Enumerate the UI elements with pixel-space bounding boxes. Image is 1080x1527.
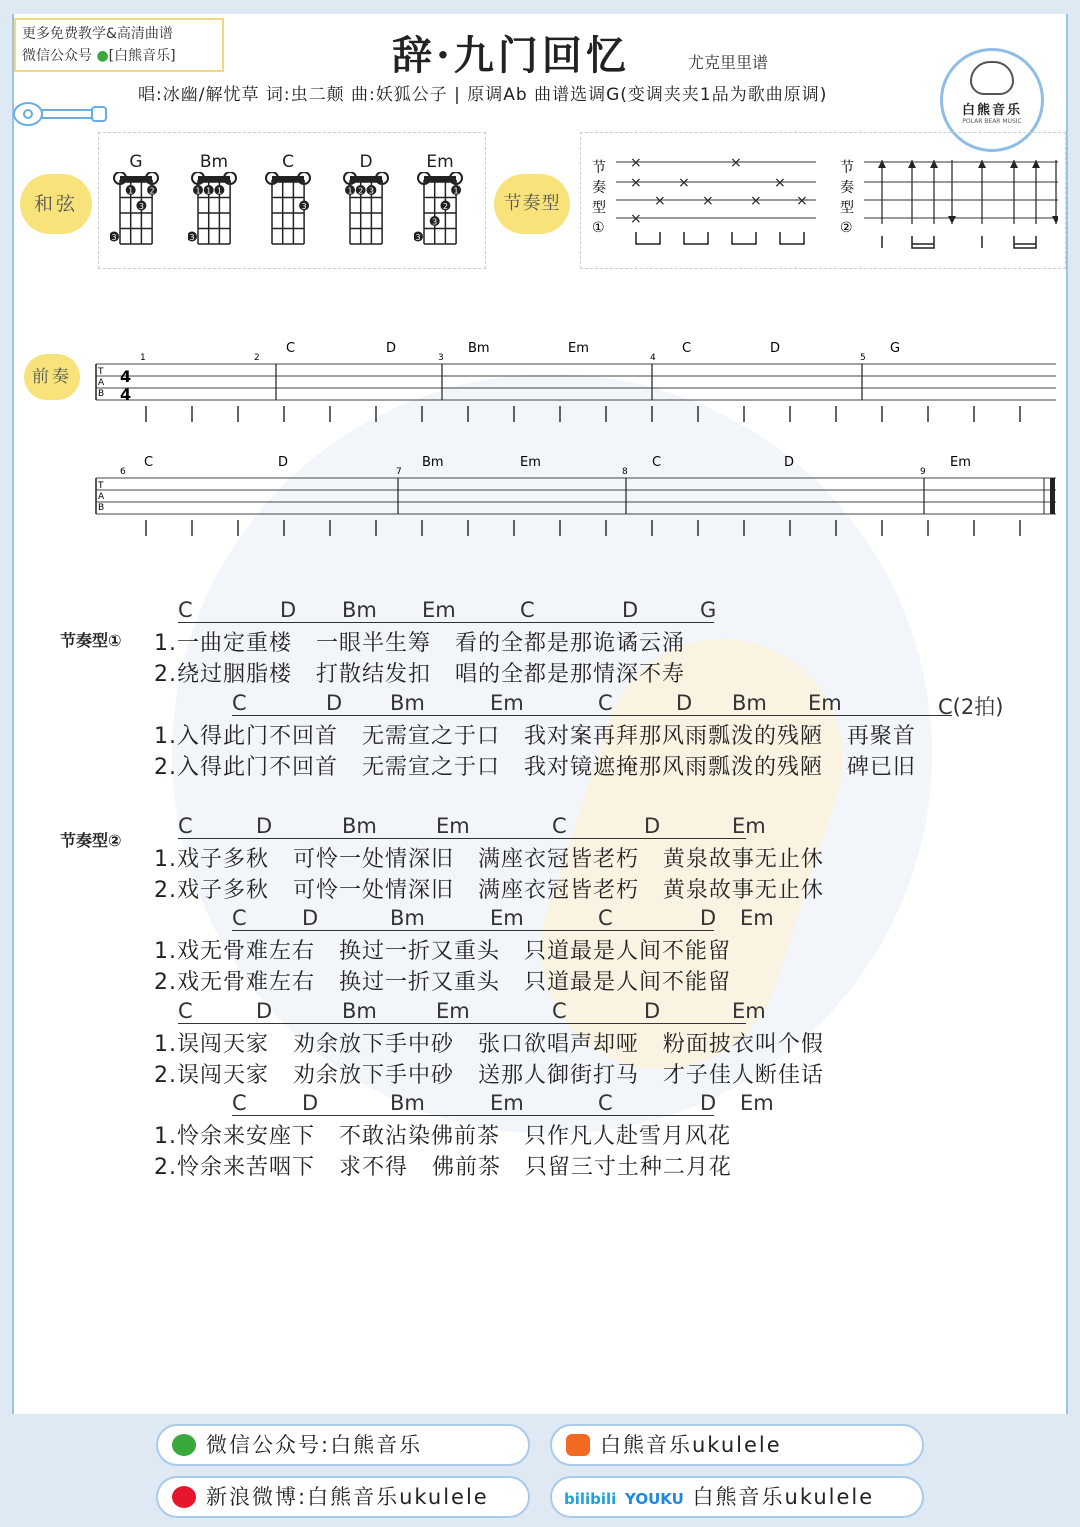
bear-icon xyxy=(970,61,1014,95)
chord-underline xyxy=(342,838,450,839)
svg-text:×: × xyxy=(654,193,666,209)
svg-text:3: 3 xyxy=(301,202,307,211)
chord-underline xyxy=(178,622,294,623)
lyric-line: 2.绕过胭脂楼 打散结发扣 唱的全都是那情深不寿 xyxy=(154,662,685,687)
promo-box xyxy=(14,18,224,72)
chord-name: Bm xyxy=(199,152,229,172)
measure-number: 2 xyxy=(254,353,260,363)
lyric-line: 2.入得此门不回首 无需宣之于口 我对镜遮掩那风雨瓢泼的残陋 碑已旧 xyxy=(154,755,916,780)
lyric-chord: Em xyxy=(422,598,456,622)
chord-underline xyxy=(644,838,746,839)
measure-number: 1 xyxy=(140,353,146,363)
lyric-chord: D xyxy=(700,1091,717,1115)
svg-text:A: A xyxy=(98,378,105,388)
svg-text:3: 3 xyxy=(138,202,144,211)
svg-text:×: × xyxy=(774,175,786,191)
tab-system-2 xyxy=(86,446,1058,550)
svg-text:4: 4 xyxy=(120,367,132,386)
svg-text:1: 1 xyxy=(347,186,353,196)
svg-text:B: B xyxy=(98,389,105,399)
lyric-line: 1.戏无骨难左右 换过一折又重头 只道最是人间不能留 xyxy=(154,939,731,964)
lyric-line: 2.误闯天家 劝余放下手中砂 送那人御街打马 才子佳人断佳话 xyxy=(154,1063,824,1088)
svg-text:3: 3 xyxy=(415,233,421,242)
svg-text:3: 3 xyxy=(189,233,195,242)
tab-chord-label: Bm xyxy=(422,455,444,470)
chord-underline xyxy=(490,930,612,931)
svg-text:1: 1 xyxy=(128,186,134,196)
chord-underline xyxy=(390,715,504,716)
lyric-chord: C xyxy=(178,814,193,838)
chord-underline xyxy=(490,1115,612,1116)
wechat-icon xyxy=(172,1434,196,1456)
lyric-chord: C xyxy=(552,999,567,1023)
lyric-chord: D xyxy=(622,598,639,622)
chord-underline xyxy=(598,1115,714,1116)
svg-text:型: 型 xyxy=(592,200,606,216)
measure-number: 7 xyxy=(396,467,402,477)
chord-underline xyxy=(256,838,356,839)
chord-underline xyxy=(436,838,566,839)
chord-underline xyxy=(490,715,612,716)
wechat-account-link[interactable]: 微信公众号:白熊音乐 xyxy=(156,1424,530,1466)
lyric-chord: C xyxy=(598,1091,613,1115)
svg-text:2: 2 xyxy=(442,202,448,211)
lyric-chord: Em xyxy=(740,906,774,930)
measure-number: 5 xyxy=(860,353,866,363)
chord-underline xyxy=(436,1023,566,1024)
chord-underline xyxy=(808,715,952,716)
lyric-chord: C xyxy=(598,906,613,930)
rhythm-stems xyxy=(146,520,1020,536)
svg-text:×: × xyxy=(630,175,642,191)
weibo-account-link[interactable]: 新浪微博:白熊音乐ukulele xyxy=(156,1476,530,1518)
lyric-chord: Bm xyxy=(342,598,377,622)
tab-chord-label: Bm xyxy=(468,341,490,356)
rhythm-pattern-2 xyxy=(840,159,1058,248)
lyric-chord: Bm xyxy=(390,1091,425,1115)
tab-chord-label: C xyxy=(286,341,296,356)
lyric-chord: C xyxy=(232,906,247,930)
fretboard-grid xyxy=(414,172,466,252)
rhythm-patterns xyxy=(588,152,1058,252)
lyric-chord: Em xyxy=(490,906,524,930)
lyric-chord: Em xyxy=(490,691,524,715)
tab-system-1 xyxy=(86,332,1058,436)
tab-chord-label: C xyxy=(682,341,692,356)
tab-chord-label: D xyxy=(784,455,795,470)
svg-text:×: × xyxy=(630,211,642,227)
chord-diagram-em xyxy=(414,152,466,256)
svg-text:×: × xyxy=(730,155,742,171)
svg-text:3: 3 xyxy=(368,186,374,196)
svg-text:×: × xyxy=(630,155,642,171)
rhythm-pattern-1 xyxy=(592,155,816,244)
fretboard-grid xyxy=(340,172,392,252)
svg-text:4: 4 xyxy=(120,385,132,404)
tab-chord-label: D xyxy=(386,341,397,356)
lyric-line: 1.怜余来安座下 不敢沾染佛前茶 只作凡人赴雪月风花 xyxy=(154,1124,731,1149)
svg-text:1: 1 xyxy=(453,186,459,196)
svg-text:型: 型 xyxy=(840,200,854,216)
video-channel-link[interactable]: bilibili YOUKU 白熊音乐ukulele xyxy=(550,1476,924,1518)
chord-underline xyxy=(302,1115,404,1116)
measure-number: 3 xyxy=(438,353,444,363)
youku-icon: YOUKU xyxy=(625,1490,684,1508)
ukulele-icon xyxy=(12,100,112,128)
lyric-line: 1.误闯天家 劝余放下手中砂 张口欲唱声却哑 粉面披衣叫个假 xyxy=(154,1032,824,1057)
lyric-chord: Em xyxy=(740,1091,774,1115)
chord-name: D xyxy=(359,152,373,172)
measure-number: 6 xyxy=(120,467,126,477)
chord-underline xyxy=(552,1023,658,1024)
taobao-icon xyxy=(566,1434,590,1456)
chord-underline xyxy=(232,715,340,716)
tab-chord-label: Em xyxy=(568,341,589,356)
lyric-chord: C xyxy=(178,598,193,622)
chord-name: Em xyxy=(426,152,454,172)
lyric-chord: C xyxy=(552,814,567,838)
chord-badge: 和弦 xyxy=(20,174,92,234)
chord-underline xyxy=(256,1023,356,1024)
fretboard-grid xyxy=(262,172,314,252)
chord-underline xyxy=(598,930,714,931)
chord-name: C xyxy=(282,152,294,172)
lyric-chord: Bm xyxy=(390,906,425,930)
lyric-line: 2.怜余来苦咽下 求不得 佛前茶 只留三寸土种二月花 xyxy=(154,1155,732,1180)
lyric-chord: D xyxy=(280,598,297,622)
rhythm-label-1: 节奏型① xyxy=(60,631,122,650)
rhythm-label-2: 节奏型② xyxy=(60,831,122,850)
svg-text:3: 3 xyxy=(432,217,438,227)
lyric-chord: Bm xyxy=(732,691,767,715)
chord-underline xyxy=(644,1023,746,1024)
tab-chord-label: D xyxy=(770,341,781,356)
lyric-chord: Em xyxy=(732,999,766,1023)
measure-number: 8 xyxy=(622,467,628,477)
svg-text:1: 1 xyxy=(216,186,222,196)
tab-chord-label: G xyxy=(890,341,901,356)
lyric-chord: D xyxy=(302,1091,319,1115)
bilibili-icon: bilibili xyxy=(564,1490,617,1508)
lyric-chord: D xyxy=(302,906,319,930)
lyric-chord: Em xyxy=(436,999,470,1023)
song-info: 唱:冰幽/解忧草 词:虫二颠 曲:妖狐公子 | 原调Ab 曲谱选调G(变调夹夹1品为歌曲原调) xyxy=(138,85,828,105)
lyric-line: 1.入得此门不回首 无需宣之于口 我对案再拜那风雨瓢泼的残陋 再聚首 xyxy=(154,724,916,749)
left-border xyxy=(12,14,14,1414)
promo-line1: 更多免费教学&高清曲谱 xyxy=(22,26,173,42)
svg-text:奏: 奏 xyxy=(840,180,854,196)
wechat-icon: ● xyxy=(96,48,109,64)
svg-text:T: T xyxy=(98,481,104,491)
weibo-icon xyxy=(172,1486,196,1508)
chord-diagram-c xyxy=(262,152,314,256)
lyric-chord: C xyxy=(520,598,535,622)
svg-text:奏: 奏 xyxy=(592,180,606,196)
chord-underline xyxy=(422,622,534,623)
chord-diagram-bm xyxy=(188,152,240,256)
svg-text:T: T xyxy=(98,367,104,377)
svg-text:1: 1 xyxy=(206,186,212,196)
tab-chord-label: Em xyxy=(950,455,971,470)
tab-chord-label: C xyxy=(652,455,662,470)
song-subtitle: 尤克里里谱 xyxy=(688,53,769,72)
fretboard-grid xyxy=(188,172,240,252)
lyric-chord: Bm xyxy=(390,691,425,715)
lyric-chord: D xyxy=(644,999,661,1023)
lyric-chord: D xyxy=(676,691,693,715)
svg-text:×: × xyxy=(678,175,690,191)
lyric-line: 2.戏子多秋 可怜一处情深旧 满座衣冠皆老朽 黄泉故事无止休 xyxy=(154,878,824,903)
tab-chord-label: Em xyxy=(520,455,541,470)
svg-text:2: 2 xyxy=(358,186,364,196)
svg-text:B: B xyxy=(98,503,105,513)
lyric-chord: C xyxy=(178,999,193,1023)
lyric-chord: D xyxy=(256,999,273,1023)
svg-text:①: ① xyxy=(592,220,605,236)
tab-chord-label: C xyxy=(144,455,154,470)
lyric-chord: Em xyxy=(732,814,766,838)
chord-underline xyxy=(302,930,404,931)
lyric-chord: D xyxy=(644,814,661,838)
lyric-line: 2.戏无骨难左右 换过一折又重头 只道最是人间不能留 xyxy=(154,970,731,995)
chord-diagram-g xyxy=(110,152,162,256)
svg-text:节: 节 xyxy=(840,160,854,176)
lyric-chord: Em xyxy=(436,814,470,838)
lyric-chord: G xyxy=(700,598,717,622)
chord-underline xyxy=(552,838,658,839)
chord-name: G xyxy=(129,152,143,172)
intro-badge: 前奏 xyxy=(24,354,80,400)
promo-line2: 微信公众号 ●[白熊音乐] xyxy=(22,48,176,64)
lyric-line: 1.戏子多秋 可怜一处情深旧 满座衣冠皆老朽 黄泉故事无止休 xyxy=(154,847,824,872)
measure-number: 9 xyxy=(920,467,926,477)
lyric-line: 1.一曲定重楼 一眼半生筹 看的全都是那诡谲云涌 xyxy=(154,631,685,656)
fretboard-grid xyxy=(110,172,162,252)
chord-underline xyxy=(390,930,504,931)
svg-text:1: 1 xyxy=(195,186,201,196)
chord-underline xyxy=(342,1023,450,1024)
lyric-chord: Bm xyxy=(342,814,377,838)
taobao-store-link[interactable]: 白熊音乐ukulele xyxy=(550,1424,924,1466)
svg-text:×: × xyxy=(796,193,808,209)
svg-text:2: 2 xyxy=(149,186,155,196)
chord-underline xyxy=(622,622,714,623)
lyric-chord: Bm xyxy=(342,999,377,1023)
chord-underline xyxy=(520,622,636,623)
lyric-chord: D xyxy=(256,814,273,838)
chord-underline xyxy=(390,1115,504,1116)
svg-text:×: × xyxy=(702,193,714,209)
svg-text:②: ② xyxy=(840,220,853,236)
lyric-chord: C(2拍) xyxy=(938,695,1004,719)
tab-chord-label: D xyxy=(278,455,289,470)
lyric-chord: D xyxy=(700,906,717,930)
lyric-chord: Em xyxy=(808,691,842,715)
lyric-chord: Em xyxy=(490,1091,524,1115)
svg-text:×: × xyxy=(750,193,762,209)
svg-text:A: A xyxy=(98,492,105,502)
rhythm-stems xyxy=(146,406,1020,422)
svg-text:3: 3 xyxy=(111,233,117,242)
right-border xyxy=(1066,14,1068,1414)
measure-number: 4 xyxy=(650,353,656,363)
lyric-chord: C xyxy=(232,1091,247,1115)
lyric-chord: C xyxy=(232,691,247,715)
lyric-chord: C xyxy=(598,691,613,715)
lyric-chord: D xyxy=(326,691,343,715)
song-title: 辞·九门回忆 xyxy=(392,32,630,79)
sheet-page xyxy=(12,14,1068,1414)
rhythm-badge: 节奏型 xyxy=(494,174,570,234)
svg-text:节: 节 xyxy=(592,160,606,176)
brand-logo: 白熊音乐 POLAR BEAR MUSIC xyxy=(940,48,1044,152)
chord-diagram-d xyxy=(340,152,392,256)
